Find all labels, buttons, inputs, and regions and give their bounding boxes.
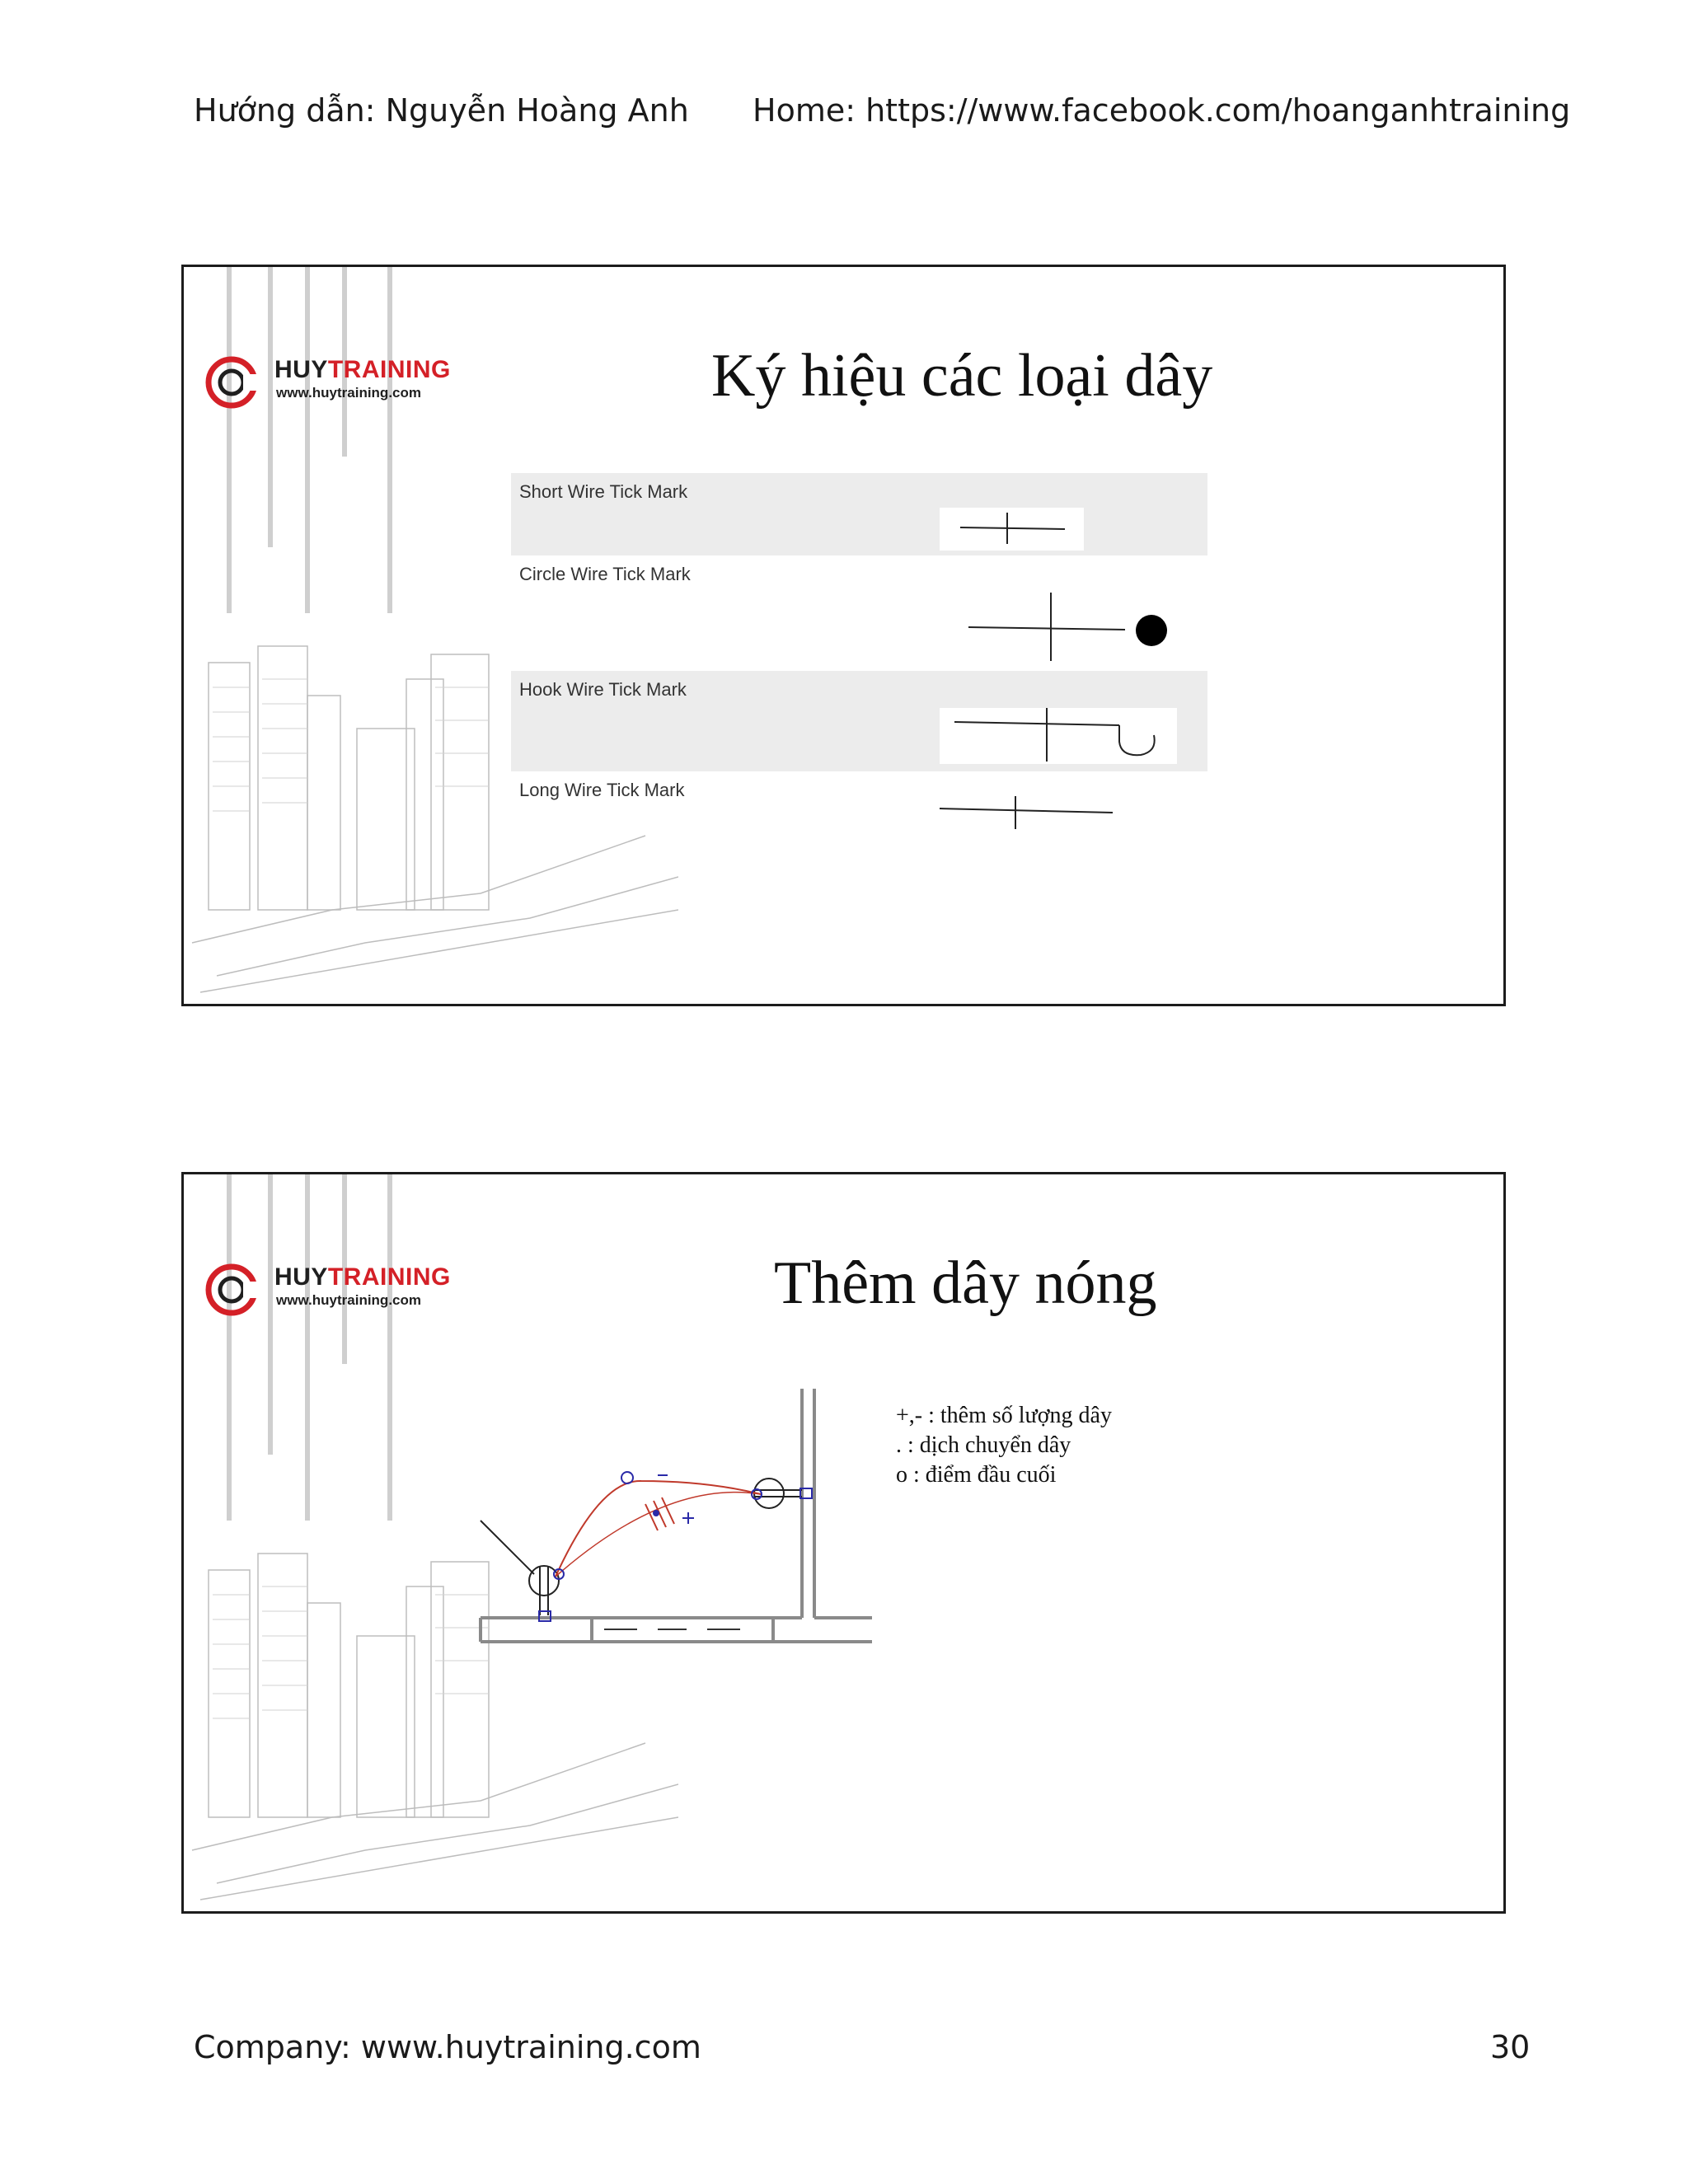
logo-wordmark bbox=[274, 1263, 451, 1291]
tick-row-circle bbox=[511, 555, 1207, 667]
logo-brand-huy: HUY bbox=[274, 1263, 328, 1291]
move-wire-dot-icon[interactable] bbox=[653, 1510, 659, 1516]
wire-arc-curve bbox=[556, 1493, 761, 1577]
slide-title: Ký hiệu các loại dây bbox=[711, 342, 1213, 410]
long-tick-symbol bbox=[511, 771, 1207, 862]
legend-move-wire: . : dịch chuyển dây bbox=[896, 1432, 1071, 1458]
tick-row-long bbox=[511, 771, 1207, 862]
logo-url: www.huytraining.com bbox=[276, 1292, 421, 1308]
control-legend bbox=[896, 1401, 1112, 1490]
leader-line bbox=[481, 1521, 534, 1574]
tick-row-short bbox=[511, 473, 1207, 555]
header-author: Hướng dẫn: Nguyễn Hoàng Anh bbox=[194, 92, 689, 129]
hot-wire-diagram bbox=[476, 1389, 872, 1661]
wire-tick-marks bbox=[645, 1497, 674, 1530]
huytraining-logo bbox=[200, 349, 451, 415]
tick-label: Circle Wire Tick Mark bbox=[519, 564, 691, 584]
tick-row-hook bbox=[511, 671, 1207, 771]
logo-brand-huy: HUY bbox=[274, 356, 328, 383]
wire-arc-path bbox=[556, 1481, 761, 1577]
short-tick-symbol bbox=[511, 473, 1207, 555]
header-home-link[interactable]: Home: https://www.facebook.com/hoanganhtraining bbox=[753, 92, 1571, 129]
slide-title: Thêm dây nóng bbox=[774, 1249, 1157, 1317]
logo-mark-icon bbox=[200, 349, 266, 415]
logo-wordmark bbox=[274, 356, 451, 384]
tick-label: Hook Wire Tick Mark bbox=[519, 679, 687, 700]
circle-tick-symbol bbox=[511, 555, 1207, 667]
wire-end-control-icon[interactable] bbox=[621, 1472, 633, 1483]
huytraining-logo bbox=[200, 1257, 451, 1323]
tick-label: Long Wire Tick Mark bbox=[519, 780, 685, 800]
legend-add-wire: +,- : thêm số lượng dây bbox=[896, 1403, 1112, 1428]
slide-wire-symbols bbox=[181, 265, 1506, 1006]
legend-end-point: o : điểm đầu cuối bbox=[896, 1462, 1057, 1488]
logo-brand-training: TRAINING bbox=[327, 356, 451, 383]
logo-url: www.huytraining.com bbox=[276, 385, 421, 401]
tick-label: Short Wire Tick Mark bbox=[519, 481, 688, 502]
logo-mark-icon bbox=[200, 1257, 266, 1323]
footer-company[interactable]: Company: www.huytraining.com bbox=[194, 2029, 701, 2065]
page-number: 30 bbox=[1490, 2029, 1531, 2065]
hook-tick-symbol bbox=[511, 671, 1207, 771]
logo-brand-training: TRAINING bbox=[327, 1263, 451, 1291]
slide-add-hot-wire bbox=[181, 1172, 1506, 1914]
